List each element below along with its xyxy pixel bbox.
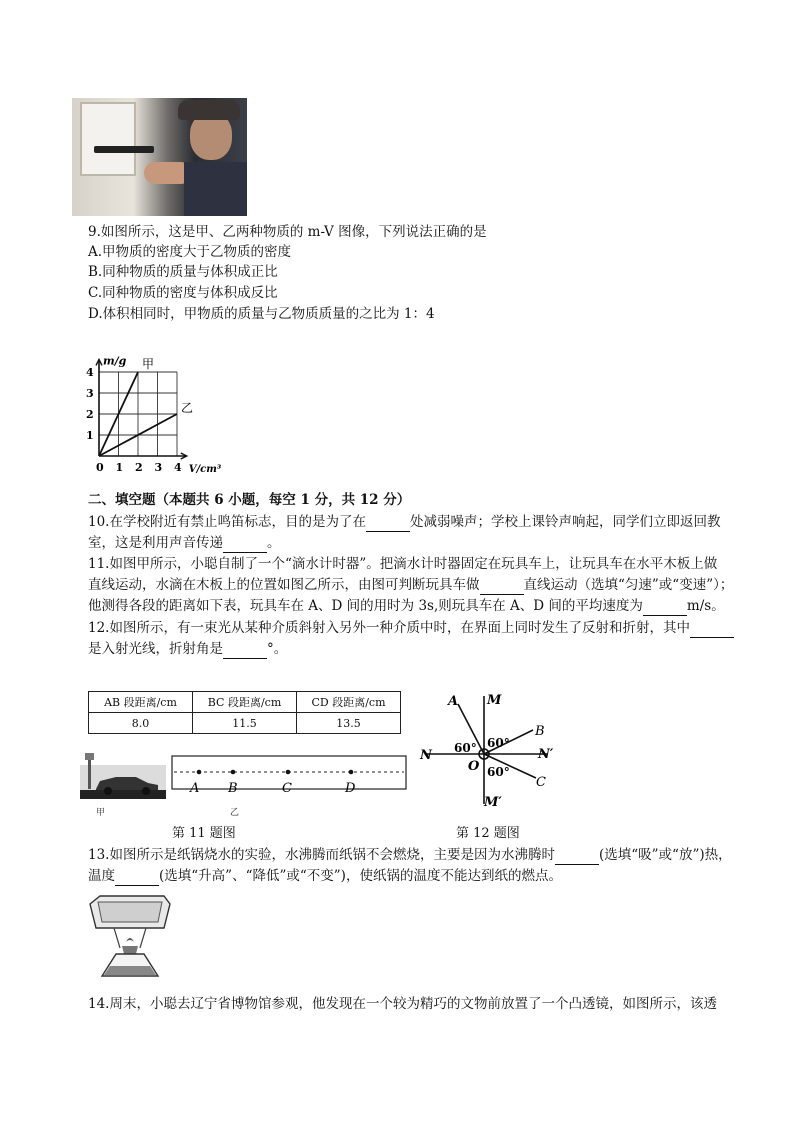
fig11-point-c: C [282,781,292,796]
q12-line2 [88,639,287,659]
levitation-photo [72,98,247,216]
fig12-label-n: N [420,748,432,763]
chart-x-tick-1: 1 [115,461,124,474]
q11-text-2: 直线运动（选填“匀速”或“变速”）； [523,577,734,593]
photo-floating-device [94,146,154,153]
chart-x-tick-3: 3 [154,461,163,474]
q10-blank-1[interactable] [366,517,410,532]
fig11-drop-b [231,770,236,775]
chart-y-label: m/g [103,354,127,368]
q9-option-c: C.同种物质的密度与体积成反比 [88,285,278,301]
q13-blank-2[interactable] [115,871,159,886]
chart-y-tick-1: 1 [86,429,94,442]
fig12-label-m-prime: M′ [484,795,502,810]
chart-y-tick-3: 3 [86,387,94,400]
q9-option-b: B.同种物质的质量与体积成正比 [88,264,278,280]
q13-line2 [88,866,562,886]
chart-x-tick-2: 2 [135,461,143,474]
distance-table [88,691,401,734]
table-value-ab: 8.0 [89,713,193,734]
q12-blank-1[interactable] [690,623,734,638]
chart-y-tick-2: 2 [86,408,94,421]
q12-text-1: 12.如图所示，有一束光从某种介质斜射入另外一种介质中时，在界面上同时发生了反射和折射，其中 [88,620,690,636]
q10-line2 [88,533,281,553]
photo-person-hat [178,100,240,120]
chart-series-label-1: 乙 [181,401,194,415]
chart-x-label: V/cm³ [188,464,222,475]
q10-text-4: 。 [267,535,281,551]
q9-option-d: D.体积相同时，甲物质的质量与乙物质质量的之比为 1：4 [88,306,435,322]
table-header-cd: CD 段距离/cm [297,692,401,713]
q10-blank-2[interactable] [223,538,267,553]
fig12-angle-refract: 60° [487,765,510,779]
q11-text-1: 直线运动，水滴在木板上的位置如图乙所示，由图可判断玩具车做 [88,577,480,593]
q13-text-4: (选填“升高”、“降低”或“不变”)，使纸锅的温度不能达到纸的燃点。 [159,868,562,884]
q11-text-4: m/s。 [686,598,725,614]
q11-text-3: 他测得各段的距离如下表，玩具车在 A、D 间的用时为 3s,则玩具车在 A、D 间的平均速度为 [88,598,643,614]
q10-text-3: 室，这是利用声音传递 [88,535,223,551]
q12-blank-2[interactable] [223,644,267,659]
table-value-cd: 13.5 [297,713,401,734]
fig11-figure [78,745,418,820]
q9-stem: 9.如图所示，这是甲、乙两种物质的 m-V 图像，下列说法正确的是 [88,224,487,240]
q11-line1: 11.如图甲所示，小聪自制了一个“滴水计时器”。把滴水计时器固定在玩具车上，让玩具车在水平木板上做 [88,556,718,572]
q13-text-2: (选填“吸”或“放”)热， [598,847,732,863]
fig11-drop-d [349,770,354,775]
fig11-point-d: D [345,781,356,796]
fig12-label-n-prime: N′ [538,747,554,762]
fig11-point-b: B [228,781,238,796]
q11-line3 [88,596,725,616]
paper-pot-figure [86,894,174,984]
photo-person-coat [184,162,247,216]
q12-text-3: °。 [267,641,288,657]
fig12-label-a: A [448,694,459,709]
q11-blank-1[interactable] [480,580,524,595]
fig11-car-scene [80,753,166,799]
q10-line1 [88,512,720,532]
table-header-row [89,692,401,713]
q10-text-1: 10.在学校附近有禁止鸣笛标志，目的是为了在 [88,514,366,530]
table-header-ab: AB 段距离/cm [89,692,193,713]
q13-text-1: 13.如图所示是纸锅烧水的实验，水沸腾而纸锅不会燃烧，主要是因为水沸腾时 [88,847,555,863]
fig12-label-b: B [535,724,545,739]
q13-blank-1[interactable] [555,850,599,865]
fig11-drop-c [286,770,291,775]
q12-text-2: 是入射光线，折射角是 [88,641,223,657]
fig11-caption: 第 11 题图 [172,826,236,841]
chart-x-tick-4: 4 [174,461,182,474]
table-value-bc: 11.5 [193,713,297,734]
q14-line1: 14.周末，小聪去辽宁省博物馆参观，他发现在一个较为精巧的文物前放置了一个凸透镜，如图所示，该透 [88,996,717,1012]
fig12-label-m: M [487,693,502,708]
photo-window [80,102,136,176]
fig12-label-c: C [536,775,546,790]
q13-text-3: 温度 [88,868,115,884]
q13-line1 [88,845,732,865]
section2-heading: 二、填空题（本题共 6 小题，每空 1 分，共 12 分） [88,492,411,508]
fig12-angle-incident: 60° [454,741,477,755]
fig12-caption: 第 12 题图 [456,826,520,841]
chart-x-tick-0: 0 [96,461,104,474]
q12-line1 [88,618,734,638]
chart-y-tick-4: 4 [86,366,94,379]
fig11-label-yi: 乙 [230,808,240,818]
table-header-bc: BC 段距离/cm [193,692,297,713]
fig11-point-a: A [190,781,200,796]
table-value-row [89,713,401,734]
mv-chart [82,332,232,477]
fig12-figure [418,690,578,812]
q10-text-2: 处减弱噪声；学校上课铃声响起，同学们立即返回教 [409,514,721,530]
fig11-drop-a [197,770,202,775]
fig12-angle-reflect: 60° [487,736,510,750]
q11-line2 [88,575,733,595]
chart-series-label-0: 甲 [142,357,155,371]
q11-blank-2[interactable] [643,601,687,616]
q9-option-a: A.甲物质的密度大于乙物质的密度 [88,244,292,260]
fig11-label-jia: 甲 [96,808,106,818]
fig12-label-o: O [468,759,480,774]
